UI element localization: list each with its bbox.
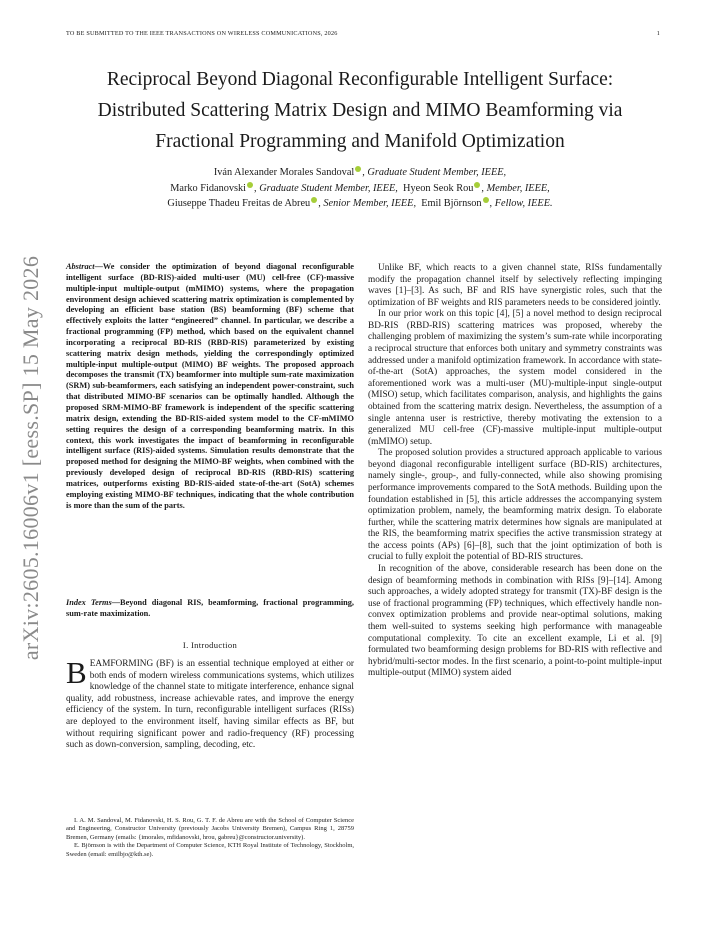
author-name: Hyeon Seok Rou — [403, 182, 474, 194]
section-heading: I. Introduction — [182, 640, 238, 650]
title-line-1: Reciprocal Beyond Diagonal Reconfigurable Intelligent Surface: — [106, 69, 614, 90]
author-name: Iván Alexander Morales Sandoval — [213, 167, 355, 178]
intro-text: EAMFORMING (BF) is an essential technique employed at either or both ends of modern wireless communications systems, which utilizes knowledge of the channel state to mitigate interference, enhance signal quality, add robustness, increase achievable rates, and improve the energy efficiency of the system. In turn, reconfigurable intelligent surfaces (RISs) are deployed to the environment itself, having similar effects as BF, but without requiring significant power and radio-frequency (RF) processing such as down-conversion, sampling, decoding, etc. — [66, 659, 354, 751]
paragraph: In our prior work on this topic [4], [5] a novel method to design reciprocal BD-RIS (RBD-RIS) scattering matrices was proposed, whereby the challenging problem of maximizing the system’s sum-rate while incorporating a reciprocal structure that enforces both unitary and symmetry constraints was addressed under a manifold optimization framework. In accordance with state-of-the-art (SotA) approaches, the system model considered in the aforementioned work was a multi-user (MU)-multiple-input single-output (MISO) setup, which facilitates comparison, analysis, and highlights the gains obtained from the scattering matrix design. Nevertheless, the assumption of a single antenna user is restrictive, thereby motivating the extension to a generalized MU cell-free (CF)-massive multiple-input multiple-output (mMIMO) setup. — [368, 309, 662, 447]
index-terms-label: Index Terms— — [66, 598, 121, 607]
arxiv-identifier[interactable]: arXiv:2605.16006v1 [eess.SP] 15 May 2026 — [18, 255, 43, 661]
title-line-3: Fractional Programming and Manifold Optimization — [155, 131, 565, 152]
right-column — [368, 263, 662, 680]
affiliation-2: E. Björnson is with the Department of Computer Science, KTH Royal Institute of Technology, Stockholm, Sweden (email: emilbjo@kth.se). — [66, 842, 354, 858]
orcid-icon[interactable] — [483, 197, 489, 203]
author-name: Giuseppe Thadeu Freitas de Abreu — [167, 198, 311, 209]
author-name: Marko Fidanovski — [170, 182, 247, 194]
author-role: Fellow, IEEE. — [494, 198, 553, 209]
orcid-icon[interactable] — [247, 182, 253, 188]
author-role: Senior Member, IEEE, — [323, 198, 417, 209]
affiliation-1: I. A. M. Sandoval, M. Fidanovski, H. S. Rou, G. T. F. de Abreu are with the School of Computer Science and Engineering, Constructor University (previously Jacobs University Bremen), Campus Ring 1, 28759 Bremen, Germany (emails: {imorales, mfidanovski, hrou, gabreu}@constructor.university). — [66, 817, 354, 841]
paragraph: In recognition of the above, considerable research has been done on the design of beamforming methods in combination with RISs [9]–[14]. Among such approaches, a widely adopted strategy for transmit (TX)-BF design is the use of fractional programming (FP) techniques, which effectively handle non-convex optimization problems and provide near-optimal solutions, making them well-suited to systems seeking high performance with manageable computational complexity. To cite an excellent example, Li et al. [9] formulated two beamforming design problems for BD-RIS with reflective and hybrid/multi-sector modes. In the first scenario, a point-to-point multiple-input multiple-output (MIMO) system aided — [368, 564, 662, 679]
index-terms — [66, 598, 354, 620]
running-header — [66, 30, 660, 42]
author-line-3: Giuseppe Thadeu Freitas de Abreu , Senior Member, IEEE, Emil Björnson , Fellow, IEEE. — [167, 198, 553, 209]
author-name: Emil Björnson — [421, 198, 482, 209]
drop-cap: B — [66, 655, 87, 690]
running-title: TO BE SUBMITTED TO THE IEEE TRANSACTIONS ON WIRELESS COMMUNICATIONS, 2026 — [66, 30, 338, 37]
orcid-icon[interactable] — [474, 182, 480, 188]
abstract-text: We consider the optimization of beyond diagonal reconfigurable intelligent surface (BD-RIS)-aided multi-user (MU) cell-free (CF)-massive multiple-input multiple-output (mMIMO) systems, where the propagation environment design achieved scattering matrix optimization is complemented by developing an efficient base station (BS) beamforming (BF) scheme that effectively exploits the latter “engineered” channel. In particular, we describe a fractional programming (FP) method, which based on the equivalent channel incorporating a reciprocal BD-RIS (RBD-RIS) parameterized by existing scattering matrix design methods, yielding the correspondingly optimized multiple-input multiple-output (MIMO) BF weights. The proposed approach decomposes the transmit (TX) beamformer into multiple sum-rate maximization (SRM) sub-beamformers, each satisfying an independent power-constraint, such that distributed MIMO-BF scenarios can be optimally handled. Although the proposed SRM-MIMO-BF framework is independent of the specific scattering matrix design, extending the BD-RIS-aided system model to the CF-mMIMO setting requires the design of a corresponding beamforming matrix. In this context, this work investigates the impact of beamforming in reconfigurable intelligent surface (RIS)-aided systems. Simulation results demonstrate that the proposed method for designing the MIMO-BF weights, when combined with the previously developed design of reciprocal BD-RIS (RBD-RIS) scattering matrices, outperforms existing BD-RIS-aided state-of-the-art (SotA) schemes employing existing MIMO-BF techniques, indicating that the whole contribution is more than the sum of the parts. — [66, 262, 354, 510]
author-line-2: Marko Fidanovski , Graduate Student Member, IEEE, Hyeon Seok Rou , Member, IEEE, — [170, 182, 550, 194]
arxiv-sidebar — [10, 248, 52, 668]
intro-paragraph — [66, 655, 354, 752]
index-terms-text: Beyond diagonal RIS, beamforming, fractional programming, sum-rate maximization. — [66, 598, 355, 618]
author-line-1: Iván Alexander Morales Sandoval , Graduate Student Member, IEEE, — [213, 167, 507, 178]
abstract-label: Abstract— — [66, 262, 103, 271]
orcid-icon[interactable] — [311, 197, 317, 203]
author-role: Member, IEEE, — [486, 182, 550, 194]
affiliations-footnote — [66, 817, 354, 859]
title-line-2: Distributed Scattering Matrix Design and MIMO Beamforming via — [97, 100, 623, 121]
paragraph: Unlike BF, which reacts to a given channel state, RISs fundamentally modify the propagation channel itself by selectively reflecting impinging waves [1]–[3]. As such, BF and RIS have synergistic roles, such that the optimization of BF weights and RIS parameters needs to be considered jointly. — [368, 263, 662, 308]
author-role: Graduate Student Member, IEEE, — [259, 182, 398, 194]
orcid-icon[interactable] — [355, 166, 361, 172]
page-number: 1 — [656, 30, 660, 37]
paragraph: The proposed solution provides a structured approach applicable to various beyond diagonal reconfigurable intelligent surface (BD-RIS) architectures, namely single-, group-, and fully-connected, while also showing promising performance improvements compared to the SotA methods. Building upon the foundation established in [5], this article addresses the accompanying system optimization problem, namely, the beamforming matrix design. To elaborate further, while the scattering matrix determines how signals are manipulated at the RIS, the beamforming matrix specifies the active transmission strategy at the access points (APs) [6]–[8], such that the joint optimization of both is crucial to fully exploit the potential of BD-RIS structures. — [368, 448, 662, 563]
author-list — [60, 165, 660, 212]
author-role: Graduate Student Member, IEEE, — [367, 167, 507, 178]
paper-title — [40, 64, 680, 157]
abstract — [66, 262, 354, 511]
